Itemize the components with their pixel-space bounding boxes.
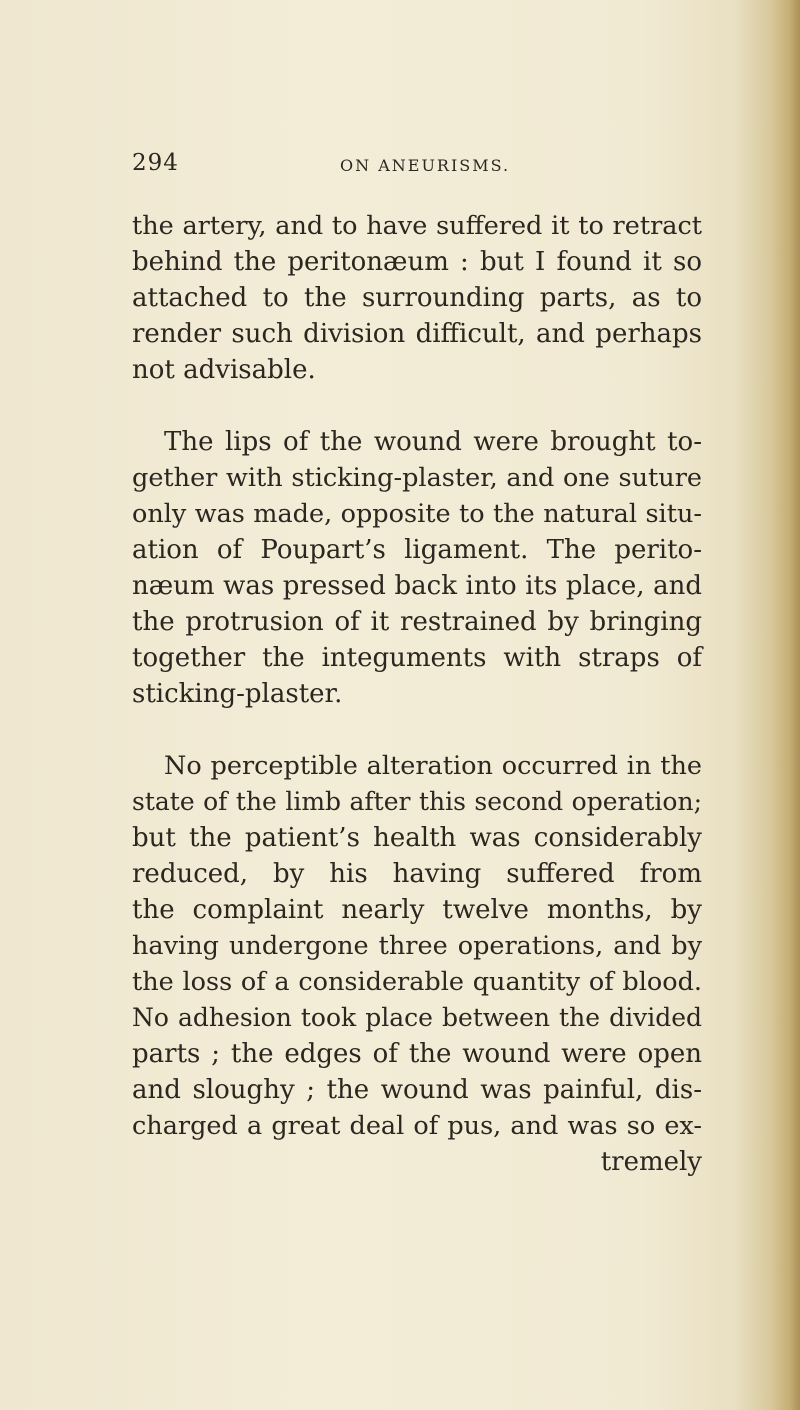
page-edge-shadow: [772, 0, 800, 1410]
text-line: attached to the surrounding parts, as to: [132, 283, 702, 313]
paragraph-3: [132, 748, 702, 1180]
text-line: having undergone three operations, and by: [132, 931, 702, 961]
text-line: behind the peritonæum : but I found it so: [132, 247, 702, 277]
text-line: only was made, opposite to the natural situ-: [132, 499, 702, 529]
text-line: the loss of a considerable quantity of blood.: [132, 967, 702, 997]
text-line: reduced, by his having suffered from: [132, 859, 702, 889]
text-line: sticking-plaster.: [132, 679, 343, 709]
running-head: ON ANEURISMS.: [340, 156, 511, 175]
text-line: The lips of the wound were brought to-: [164, 427, 702, 457]
text-line: render such division difficult, and perhaps: [132, 319, 702, 349]
text-line: No adhesion took place between the divided: [132, 1003, 702, 1032]
page-header: [132, 150, 692, 190]
text-line: tremely: [600, 1147, 702, 1177]
text-line: ation of Poupart’s ligament. The perito-: [132, 535, 702, 565]
paragraph-2: [132, 424, 702, 712]
text-line: parts ; the edges of the wound were open: [132, 1039, 702, 1069]
text-line: not advisable.: [132, 355, 316, 385]
text-line: the protrusion of it restrained by bringing: [132, 607, 702, 637]
text-line: state of the limb after this second operation;: [132, 787, 702, 816]
body-text: [132, 208, 702, 1180]
text-line: and sloughy ; the wound was painful, dis-: [132, 1075, 702, 1105]
text-line: næum was pressed back into its place, and: [132, 571, 702, 601]
text-line: charged a great deal of pus, and was so ex-: [132, 1111, 702, 1141]
page-number: 294: [132, 150, 179, 176]
text-line: the artery, and to have suffered it to retract: [132, 211, 702, 241]
text-line: together the integuments with straps of: [132, 643, 702, 673]
text-line: gether with sticking-plaster, and one suture: [132, 463, 702, 493]
text-line: the complaint nearly twelve months, by: [132, 895, 702, 925]
text-line: but the patient’s health was considerably: [132, 823, 702, 853]
paragraph-1: [132, 208, 702, 388]
text-line: No perceptible alteration occurred in the: [164, 751, 702, 781]
